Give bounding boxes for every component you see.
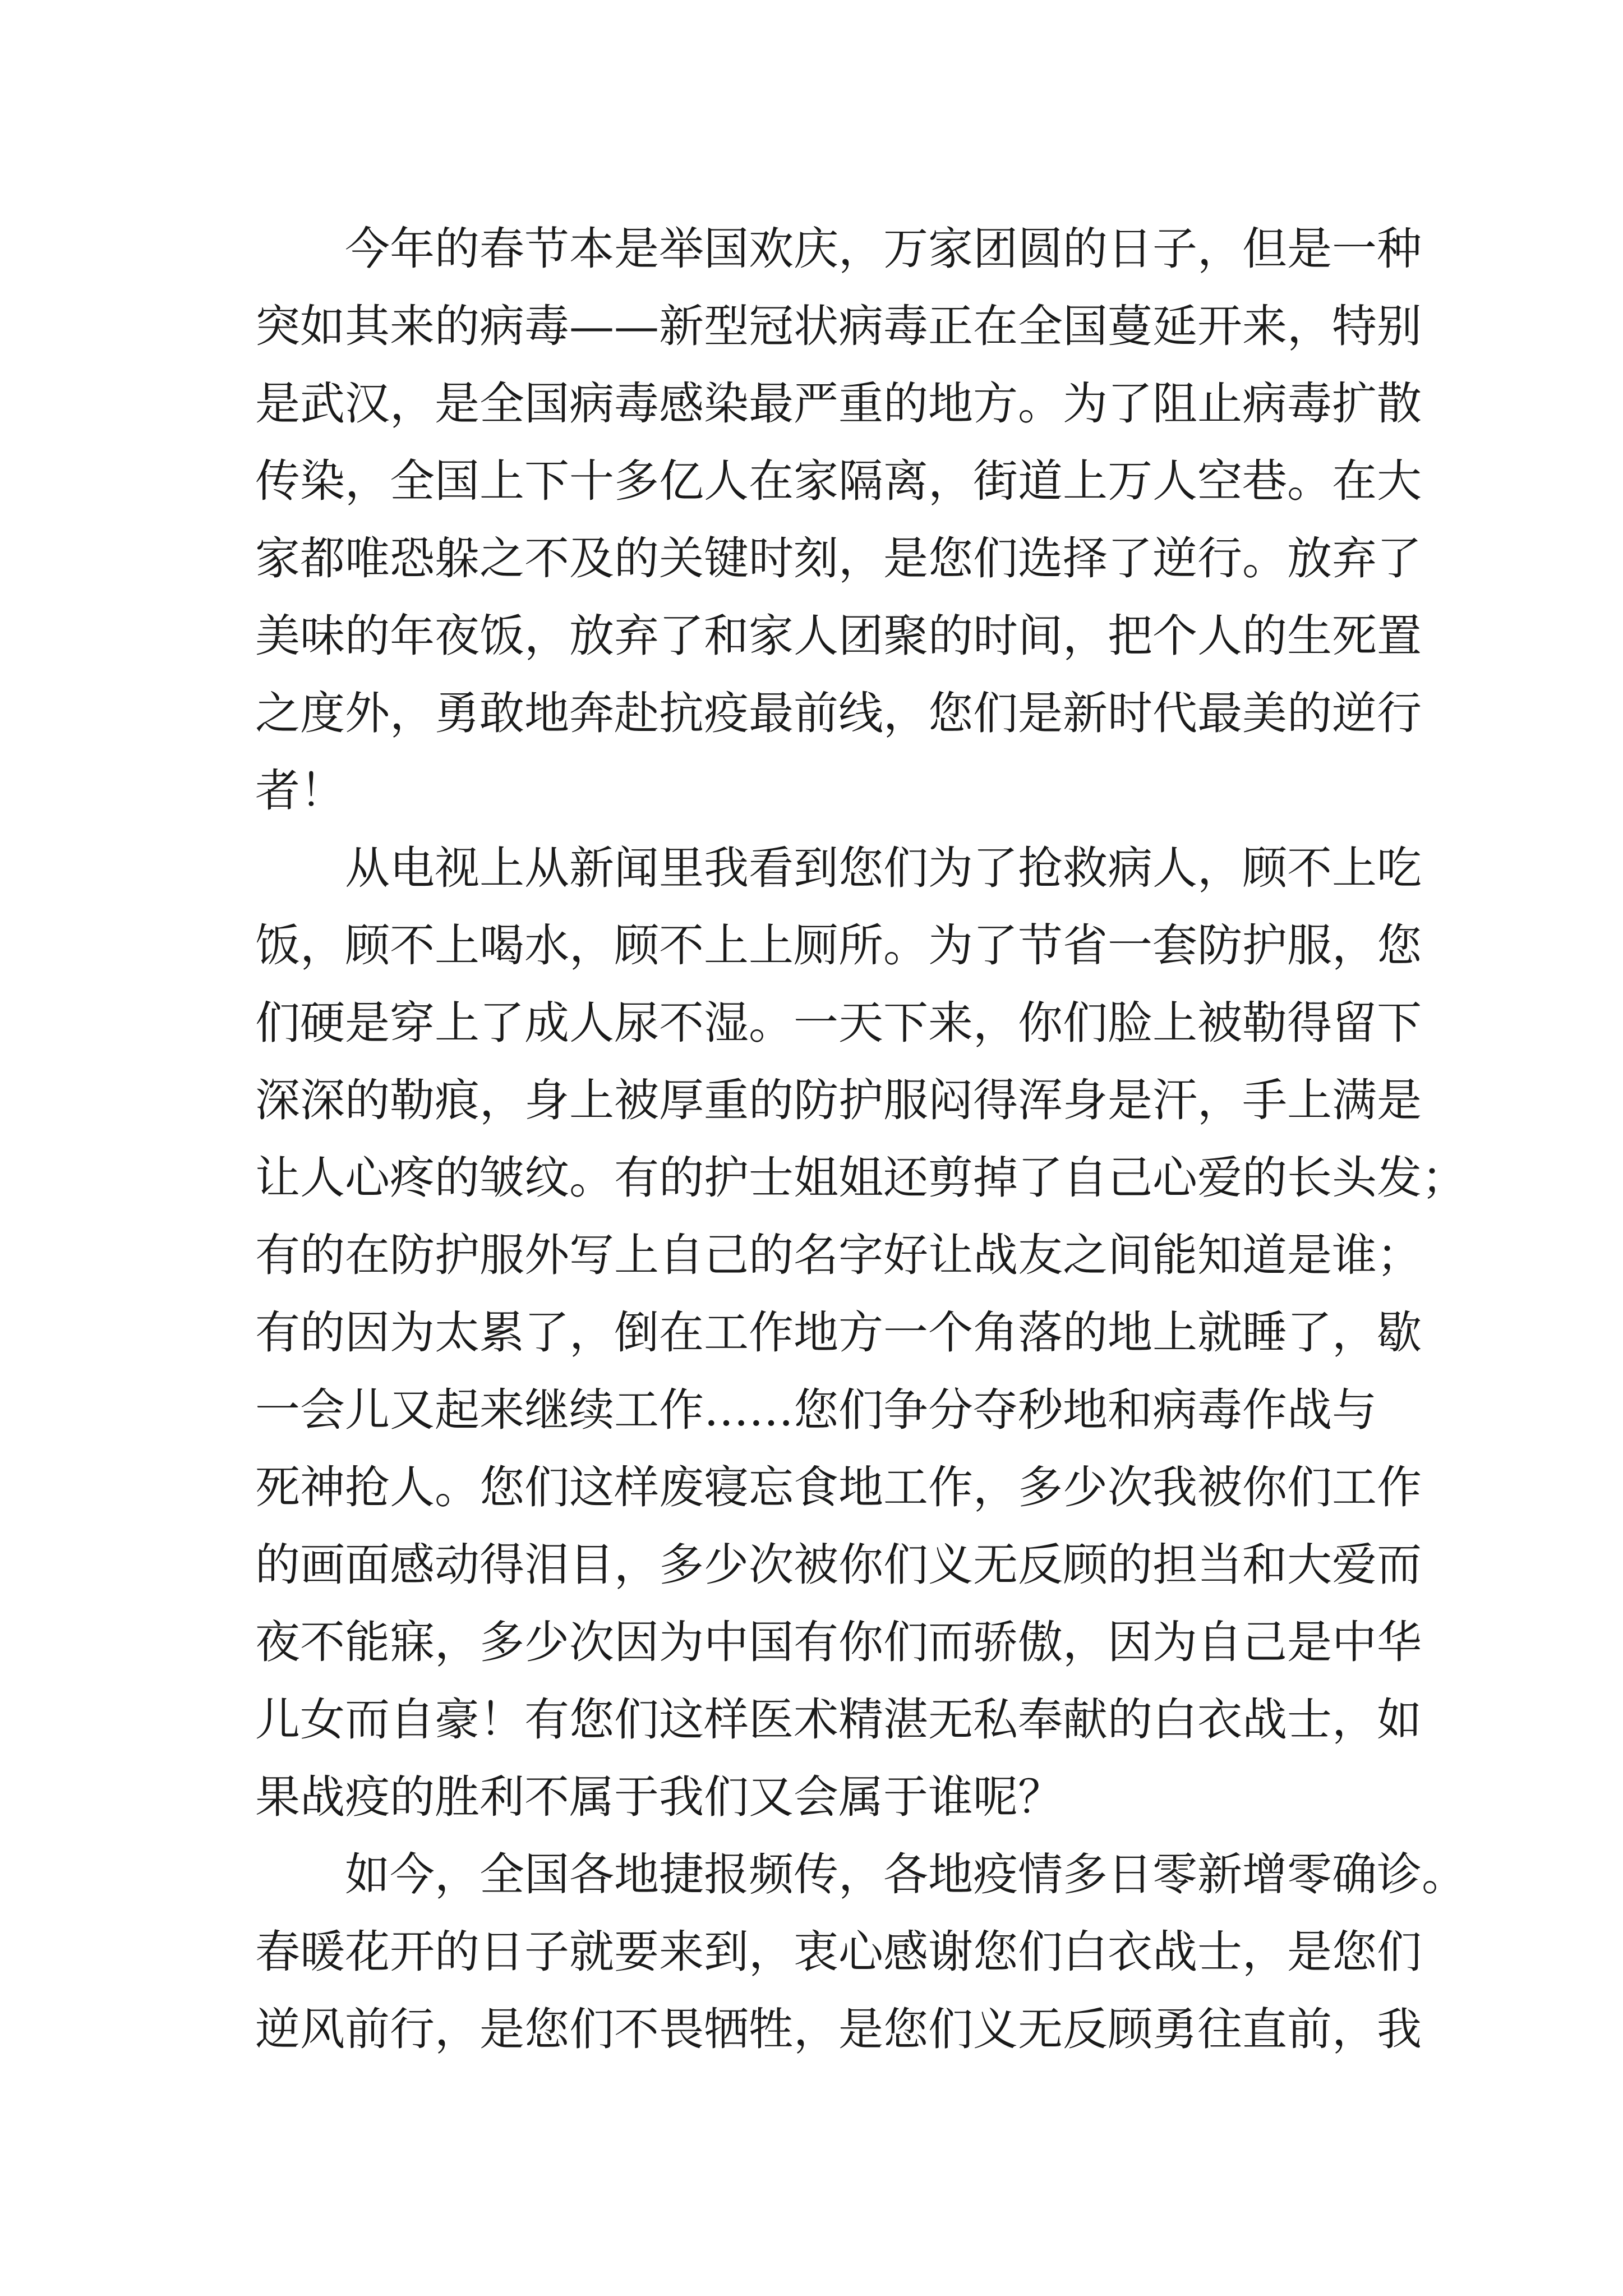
paragraph-2-line-1: 从电视上从新闻里我看到您们为了抢救病人，顾不上吃 xyxy=(345,842,1422,894)
paragraph-2-line-5: 让人心疼的皱纹。有的护士姐姐还剪掉了自己心爱的长头发； xyxy=(255,1152,1467,1204)
paragraph-1-line-8: 者！ xyxy=(255,765,345,817)
paragraph-2-line-6: 有的在防护服外写上自己的名字好让战友之间能知道是谁； xyxy=(255,1229,1422,1281)
paragraph-1-line-7: 之度外，勇敢地奔赴抗疫最前线，您们是新时代最美的逆行 xyxy=(255,687,1422,739)
paragraph-2-line-4: 深深的勒痕，身上被厚重的防护服闷得浑身是汗，手上满是 xyxy=(255,1074,1422,1126)
paragraph-2-line-8: 一会儿又起来继续工作……您们争分夺秒地和病毒作战与 xyxy=(255,1384,1377,1436)
paragraph-2-line-7: 有的因为太累了，倒在工作地方一个角落的地上就睡了，歇 xyxy=(255,1306,1422,1359)
paragraph-3-line-1: 如今，全国各地捷报频传，各地疫情多日零新增零确诊。 xyxy=(345,1848,1467,1901)
paragraph-2-line-12: 儿女而自豪！有您们这样医术精湛无私奉献的白衣战士，如 xyxy=(255,1694,1422,1746)
paragraph-2-line-9: 死神抢人。您们这样废寝忘食地工作，多少次我被你们工作 xyxy=(255,1461,1422,1513)
paragraph-1-line-1: 今年的春节本是举国欢庆，万家团圆的日子，但是一种 xyxy=(345,223,1422,275)
paragraph-2-line-2: 饭，顾不上喝水，顾不上上厕所。为了节省一套防护服，您 xyxy=(255,919,1422,972)
paragraph-3-line-3: 逆风前行，是您们不畏牺牲，是您们义无反顾勇往直前，我 xyxy=(255,2003,1422,2055)
paragraph-2-line-11: 夜不能寐，多少次因为中国有你们而骄傲，因为自己是中华 xyxy=(255,1616,1422,1668)
paragraph-1-line-2: 突如其来的病毒——新型冠状病毒正在全国蔓延开来，特别 xyxy=(255,300,1422,352)
paragraph-1-line-4: 传染，全国上下十多亿人在家隔离，街道上万人空巷。在大 xyxy=(255,455,1422,507)
paragraph-2-line-3: 们硬是穿上了成人尿不湿。一天下来，你们脸上被勒得留下 xyxy=(255,997,1422,1049)
paragraph-1-line-6: 美味的年夜饭，放弃了和家人团聚的时间，把个人的生死置 xyxy=(255,610,1422,662)
paragraph-2-line-10: 的画面感动得泪目，多少次被你们义无反顾的担当和大爱而 xyxy=(255,1539,1422,1591)
paragraph-3-line-2: 春暖花开的日子就要来到，衷心感谢您们白衣战士，是您们 xyxy=(255,1926,1422,1978)
paragraph-1-line-5: 家都唯恐躲之不及的关键时刻，是您们选择了逆行。放弃了 xyxy=(255,532,1422,585)
paragraph-2-line-13: 果战疫的胜利不属于我们又会属于谁呢？ xyxy=(255,1771,1063,1823)
paragraph-1-line-3: 是武汉，是全国病毒感染最严重的地方。为了阻止病毒扩散 xyxy=(255,378,1422,430)
body-text xyxy=(255,210,1467,2068)
